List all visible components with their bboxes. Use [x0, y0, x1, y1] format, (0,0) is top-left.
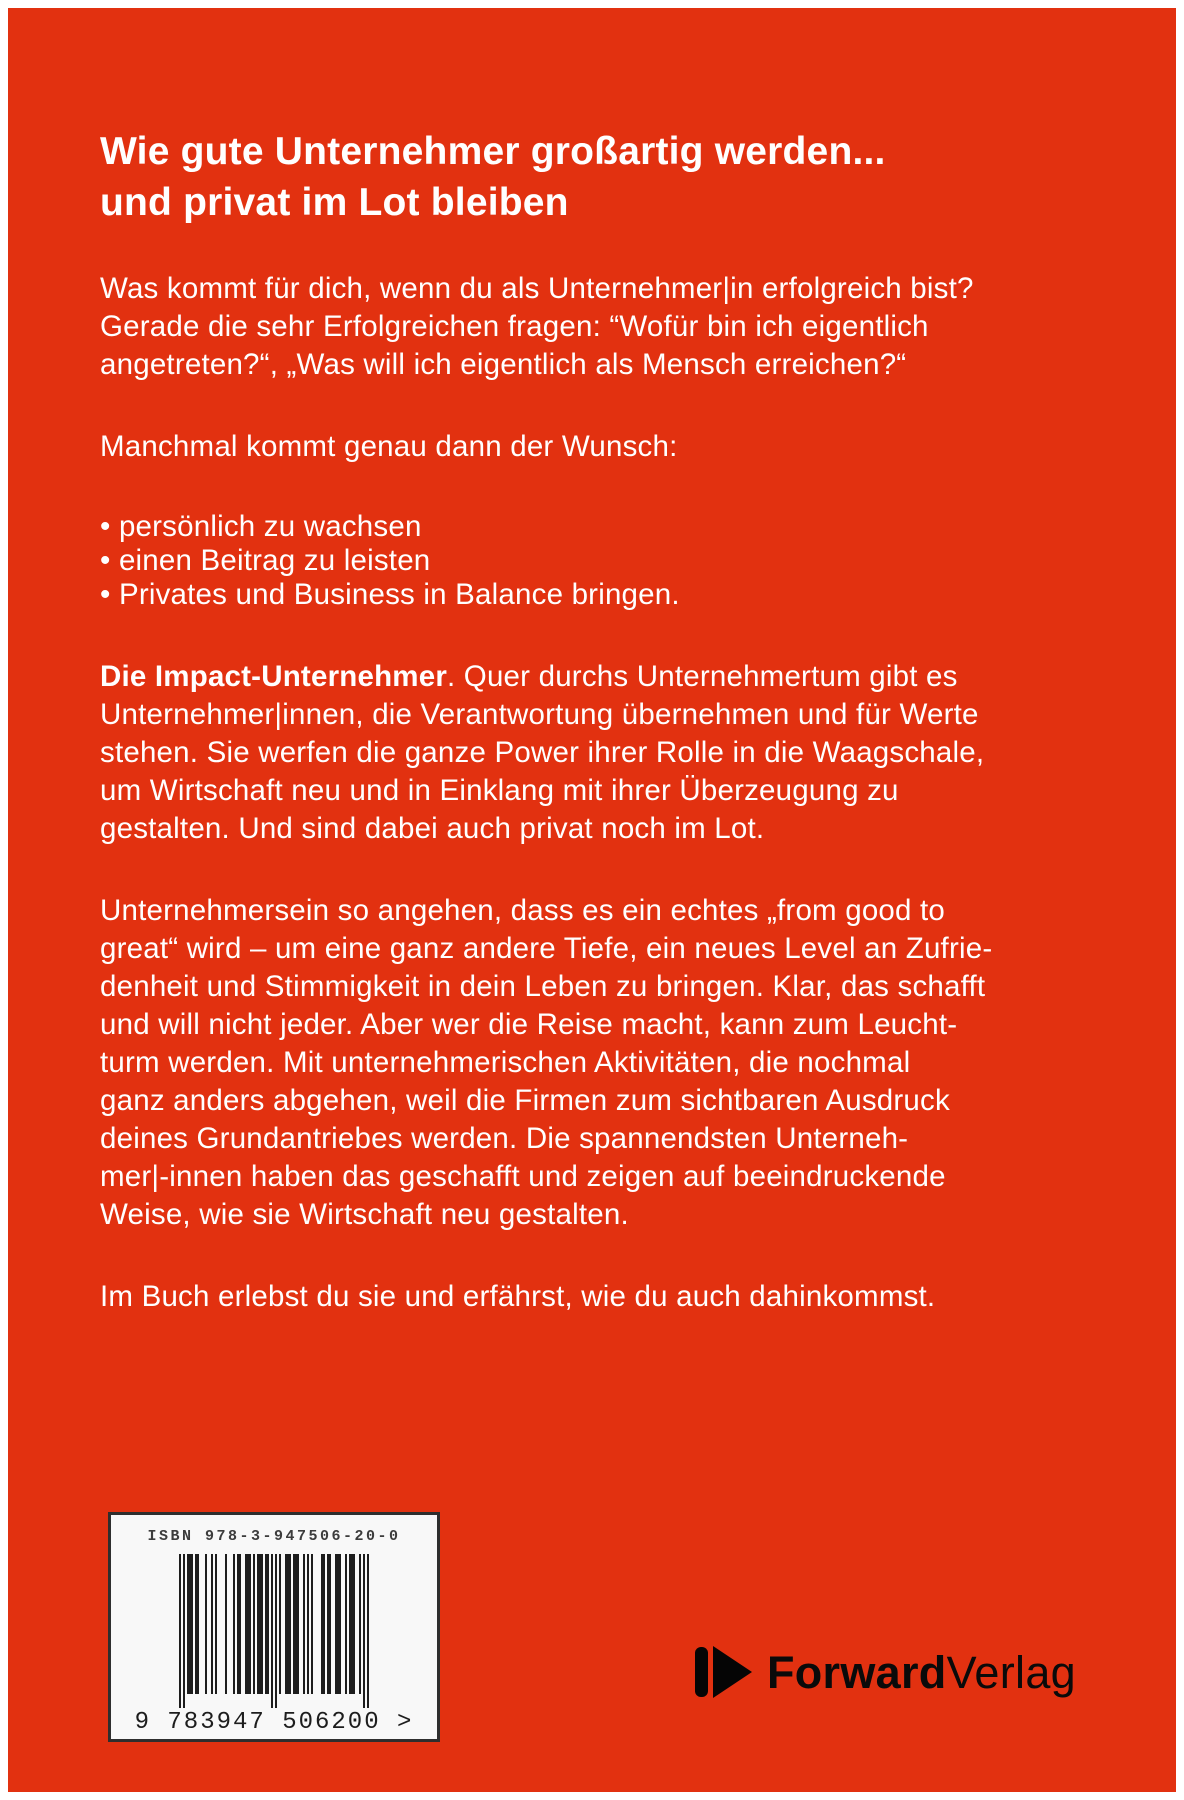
fast-forward-icon-triangle — [713, 1646, 752, 1698]
publisher-logo — [695, 1646, 1076, 1698]
paragraph-impact — [100, 658, 1110, 848]
text-line: great“ wird – um eine ganz andere Tiefe, ein neues Level an Zufrie- — [100, 932, 993, 965]
text-line: gestalten. Und sind dabei auch privat noch im Lot. — [100, 812, 765, 845]
headline — [100, 126, 1110, 228]
text-line: und privat im Lot bleiben — [100, 181, 569, 224]
impact-lines — [100, 696, 1110, 848]
text-line: Unternehmer|innen, die Verantwortung übernehmen und für Werte — [100, 698, 979, 731]
cover-text-block — [100, 126, 1110, 1360]
text-line: und will nicht jeder. Aber wer die Reise macht, kann zum Leucht- — [100, 1008, 958, 1041]
paragraph-intro — [100, 270, 1110, 384]
text-line: • einen Beitrag zu leisten — [100, 544, 1110, 578]
publisher-name-regular: Verlag — [946, 1646, 1076, 1698]
text-line: deines Grundantriebes werden. Die spannendsten Unterneh- — [100, 1122, 909, 1155]
publisher-name-bold: Forward — [766, 1646, 947, 1698]
text-line — [100, 658, 1110, 696]
text-line: • persönlich zu wachsen — [100, 510, 1110, 544]
text-line: angetreten?“, „Was will ich eigentlich als Mensch erreichen?“ — [100, 348, 907, 381]
text-line: stehen. Sie werfen die ganze Power ihrer Rolle in die Waagschale, — [100, 736, 985, 769]
bullet-list — [100, 510, 1110, 612]
text-line: Weise, wie sie Wirtschaft neu gestalten. — [100, 1198, 629, 1231]
text-line: Unternehmersein so angehen, dass es ein echtes „from good to — [100, 894, 946, 927]
paragraph-journey — [100, 892, 1110, 1234]
text-line: mer|-innen haben das geschafft und zeigen auf beeindruckende — [100, 1160, 946, 1193]
text-line: • Privates und Business in Balance bringen. — [100, 578, 1110, 612]
text-line: ganz anders abgehen, weil die Firmen zum sichtbaren Ausdruck — [100, 1084, 950, 1117]
text-line: Was kommt für dich, wenn du als Unternehmer|in erfolgreich bist? — [100, 272, 974, 305]
fast-forward-icon — [695, 1646, 752, 1698]
text-line: denheit und Stimmigkeit in dein Leben zu bringen. Klar, das schafft — [100, 970, 986, 1003]
isbn-barcode — [108, 1512, 440, 1742]
barcode-bars-icon — [179, 1554, 369, 1708]
impact-lead-rest: . Quer durchs Unternehmertum gibt es — [447, 660, 958, 693]
publisher-name — [766, 1646, 1076, 1698]
text-line: um Wirtschaft neu und in Einklang mit ihrer Überzeugung zu — [100, 774, 899, 807]
impact-lead-bold: Die Impact-Unternehmer — [100, 660, 448, 693]
paragraph-wish: Manchmal kommt genau dann der Wunsch: — [100, 430, 678, 463]
text-line: Gerade die sehr Erfolgreichen fragen: “Wofür bin ich eigentlich — [100, 310, 929, 343]
paragraph-closing: Im Buch erlebst du sie und erfährst, wie du auch dahinkommst. — [100, 1280, 936, 1313]
fast-forward-icon-bar — [695, 1647, 708, 1697]
text-line: turm werden. Mit unternehmerischen Aktivitäten, die nochmal — [100, 1046, 911, 1079]
isbn-label: ISBN 978-3-947506-20-0 — [147, 1528, 401, 1545]
text-line: Wie gute Unternehmer großartig werden... — [100, 130, 886, 173]
barcode-digits: 9 783947 506200 > — [134, 1709, 414, 1736]
